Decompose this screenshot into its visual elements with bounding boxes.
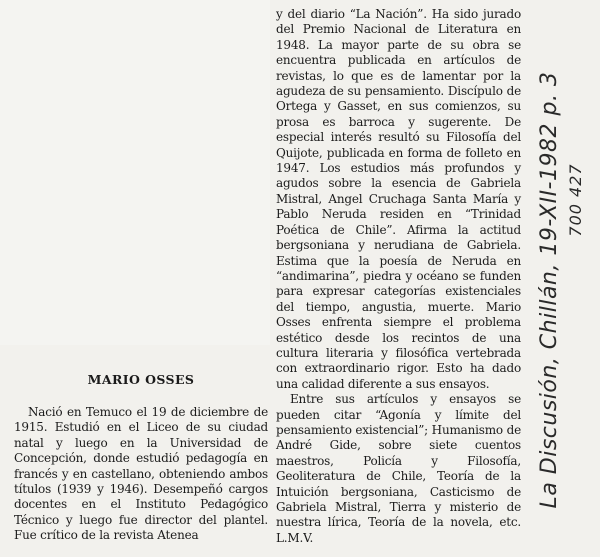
article-paragraph: Entre sus artículos y ensayos se pueden citar “Agonía y límite del pensamiento existencial”; Humanismo de André Gide, sobre siete cuentos maestros, Policía y Filosofía, Geoliteratura de Chile, Teoría de la Intuición bergsoniana, Casticismo de Gabriela Mistral, Tierra y misterio de nuestra lírica, Teoría de la novela, etc. L.M.V. (276, 392, 521, 545)
article-left-column (14, 405, 268, 544)
blank-margin (0, 0, 270, 345)
article-paragraph: y del diario “La Nación”. Ha sido jurado del Premio Nacional de Literatura en 1948. La mayor parte de su obra se encuentra publicada en artículos de revistas, lo que es de lamentar por la agudeza de su pensamiento. Discípulo de Ortega y Gasset, en sus comienzos, su prosa es barroca y sugerente. De especial interés resultó su Filosofía del Quijote, publicada en forma de folleto en 1947. Los estudios más profundos y agudos sobre la esencia de Gabriela Mistral, Angel Cruchaga Santa María y Pablo Neruda residen en “Trinidad Poética de Chile”. Afirma la actitud bergsoniana y nerudiana de Gabriela. Estima que la poesía de Neruda en “andimarina”, piedra y océano se funden para expresar categorías existenciales del tiempo, angustia, muerte. Mario Osses enfrenta siempre el problema estético desde los recintos de una cultura literaria y filosófica vertebrada con extraordinario rigor. Esto ha dado una calidad diferente a sus ensayos. (276, 7, 521, 391)
handwritten-record-number: 700 427 (566, 163, 585, 237)
handwritten-citation (522, 0, 600, 557)
article-paragraph: Nació en Temuco el 19 de diciembre de 1915. Estudió en el Liceo de su ciudad natal y luego en la Universidad de Concepción, donde estudió pedagogía en francés y en castellano, obteniendo ambos títulos (1939 y 1946). Desempeñó cargos docentes en el Instituto Pedagógico Técnico y luego fue director del plantel. Fue crítico de la revista Atenea (14, 405, 268, 543)
article-heading: MARIO OSSES (87, 372, 195, 387)
handwritten-source: La Discusión, Chillán, 19-XII-1982 p. 3 (537, 71, 562, 509)
article-right-column (276, 7, 521, 546)
